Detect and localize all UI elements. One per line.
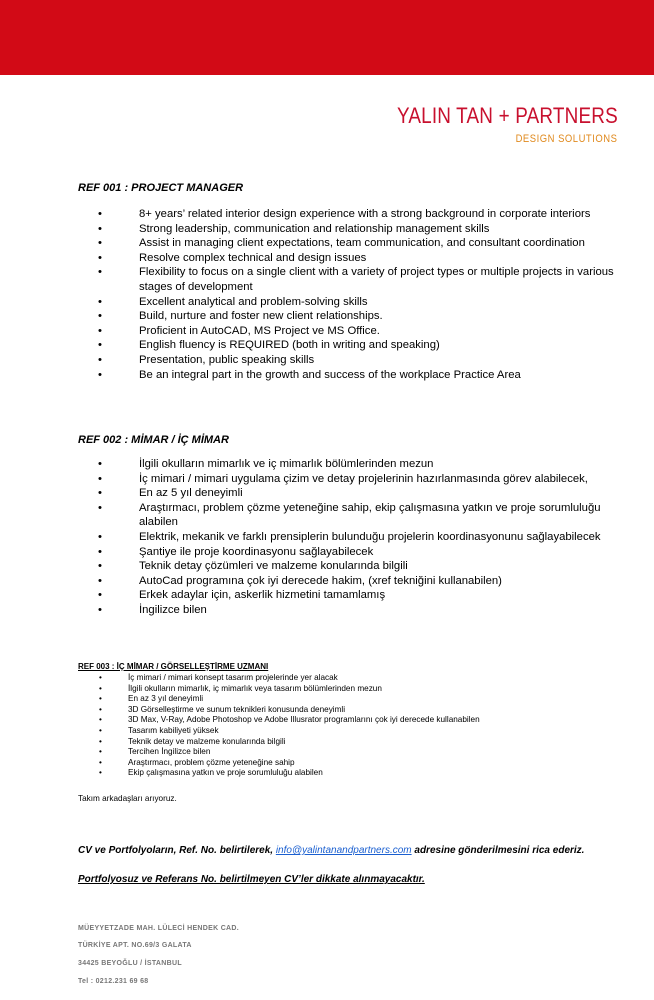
list-item: • Araştırmacı, problem çözme yeteneğine sahip	[99, 757, 295, 767]
list-item: • Strong leadership, communication and relationship management skills	[98, 222, 490, 235]
list-item: • 3D Görselleştirme ve sunum teknikleri konusunda deneyimli	[99, 704, 346, 714]
list-item: • İngilizce bilen	[98, 603, 207, 616]
list-item: • Excellent analytical and problem-solving skills	[98, 295, 368, 308]
bullet: •	[98, 295, 102, 308]
list-item: • İlgili okulların mimarlık, iç mimarlık veya tasarım bölümlerinden mezun	[99, 683, 382, 693]
list-item: • Şantiye ile proje koordinasyonu sağlayabilecek	[98, 545, 374, 558]
list-item: • Elektrik, mekanik ve farklı prensiplerin bulunduğu projelerin koordinasyonunu sağlayabilecek	[98, 530, 601, 543]
list-item: • Resolve complex technical and design issues	[98, 251, 367, 264]
ref-003-title: REF 003 : İÇ MİMAR / GÖRSELLEŞTİRME UZMANI	[78, 662, 269, 671]
bullet: •	[98, 603, 102, 616]
list-item: • İlgili okulların mimarlık ve iç mimarlık bölümlerinden mezun	[98, 458, 434, 470]
bullet: •	[98, 266, 102, 279]
list-item: • AutoCad programına çok iyi derecede hakim, (xref tekniğini kullanabilen)	[98, 574, 502, 587]
bullet: •	[98, 324, 102, 337]
company-logo-tagline: DESIGN SOLUTIONS	[515, 133, 617, 145]
list-item: • Teknik detay çözümleri ve malzeme konularında bilgili	[98, 560, 408, 573]
list-item: • Assist in managing client expectations, team communication, and consultant coordination	[98, 237, 585, 250]
list-item: • Proficient in AutoCAD, MS Project ve MS Office.	[98, 324, 380, 337]
email-link[interactable]: info@yalintanandpartners.com	[275, 845, 412, 856]
portfolio-notice: Portfolyosuz ve Referans No. belirtilmeyen CV’ler dikkate alınmayacaktır.	[78, 874, 425, 885]
list-item: • 3D Max, V-Ray, Adobe Photoshop ve Adobe Illusrator programlarını çok iyi derecede kullanabilen	[99, 715, 480, 725]
bullet: •	[98, 545, 102, 558]
phone-line: Tel : 0212.231 69 68	[78, 978, 149, 985]
bullet: •	[99, 694, 102, 704]
list-item: • İç mimari / mimari uygulama çizim ve detay projelerinin hazırlanmasında görev alabilecek,	[98, 472, 588, 485]
list-item: • Tasarım kabiliyeti yüksek	[99, 725, 219, 735]
list-item: • English fluency is REQUIRED (both in writing and speaking)	[98, 339, 440, 352]
bullet: •	[98, 458, 102, 470]
bullet: •	[98, 339, 102, 352]
bullet: •	[99, 725, 102, 735]
bullet: •	[98, 560, 102, 573]
bullet: •	[99, 747, 102, 757]
bullet: •	[98, 487, 102, 500]
list-item: • En az 5 yıl deneyimli	[98, 487, 243, 500]
bullet: •	[99, 768, 102, 778]
bullet: •	[98, 353, 102, 366]
address-line-3: 34425 BEYOĞLU / İSTANBUL	[78, 960, 182, 967]
bullet: •	[98, 574, 102, 587]
list-item: • Presentation, public speaking skills	[98, 353, 315, 366]
ref-003-list	[0, 673, 654, 779]
list-item: • 8+ years’ related interior design experience with a strong background in corporate interiors	[98, 208, 591, 220]
list-item: • Teknik detay ve malzeme konularında bilgili	[99, 736, 286, 746]
bullet: •	[99, 736, 102, 746]
ref-001-title: REF 001 : PROJECT MANAGER	[78, 182, 244, 194]
bullet: •	[98, 472, 102, 485]
bullet: •	[99, 683, 102, 693]
list-item: • Flexibility to focus on a single client with a variety of project types or multiple projects in various stages of development	[98, 266, 614, 293]
bullet: •	[99, 715, 102, 725]
bullet: •	[98, 251, 102, 264]
bullet: •	[98, 368, 102, 381]
list-item: • Ekip çalışmasına yatkın ve proje sorumluluğu alabilen	[99, 768, 323, 778]
ref-002-title: REF 002 : MİMAR / İÇ MİMAR	[78, 434, 229, 446]
list-item: • Araştırmacı, problem çözme yeteneğine sahip, ekip çalışmasına yatkın ve proje sorumluluğu alabilen	[98, 501, 601, 529]
list-item: • Build, nurture and foster new client relationships.	[98, 310, 383, 323]
list-item: • Tercihen İngilizce bilen	[99, 747, 211, 757]
bullet: •	[99, 673, 102, 682]
address-line-2: TÜRKİYE APT. NO.69/3 GALATA	[78, 942, 192, 949]
company-logo-name: YALIN TAN + PARTNERS	[397, 103, 618, 128]
bullet: •	[99, 757, 102, 767]
cv-instructions: CV ve Portfolyoların, Ref. No. belirtilerek, info@yalintanandpartners.com adresine gönderilmesini rica ederiz.	[78, 845, 585, 856]
bullet: •	[98, 222, 102, 235]
list-item: • Be an integral part in the growth and success of the workplace Practice Area	[98, 368, 521, 381]
list-item: • İç mimari / mimari konsept tasarım projelerinde yer alacak	[99, 673, 338, 682]
ref-002-list	[0, 457, 654, 618]
ref-001-list	[0, 207, 654, 382]
bullet: •	[98, 530, 102, 543]
list-item: • Erkek adaylar için, askerlik hizmetini tamamlamış	[98, 589, 386, 602]
bullet: •	[98, 310, 102, 323]
team-note: Takım arkadaşları arıyoruz.	[78, 794, 177, 803]
bullet: •	[98, 237, 102, 250]
bullet: •	[98, 501, 102, 514]
bullet: •	[98, 589, 102, 602]
bullet: •	[98, 208, 102, 220]
bullet: •	[99, 704, 102, 714]
address-line-1: MÜEYYETZADE MAH. LÜLECİ HENDEK CAD.	[78, 925, 240, 932]
list-item: • En az 3 yıl deneyimli	[99, 694, 204, 704]
header-red-bar	[0, 0, 654, 75]
